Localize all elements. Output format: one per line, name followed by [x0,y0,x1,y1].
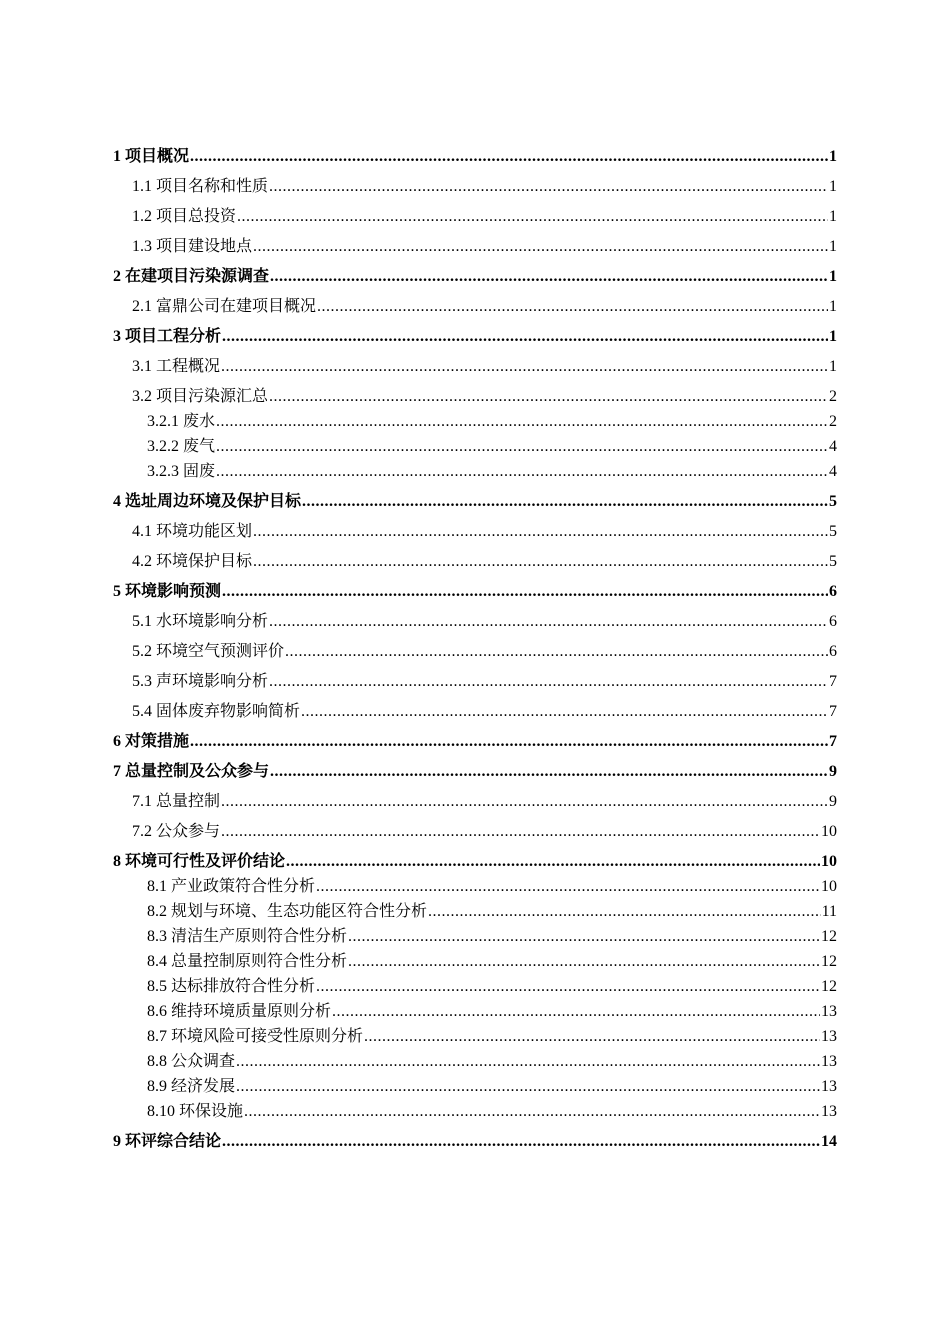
toc-entry-page-number: 13 [821,1078,837,1095]
toc-entry-page-number: 7 [829,733,837,750]
toc-dot-leader [221,822,820,842]
toc-entry-label: 8.7 环境风险可接受性原则分析 [147,1028,364,1045]
toc-dot-leader [222,327,828,347]
toc-entry-page-number: 13 [821,1003,837,1020]
toc-entry[interactable] [113,632,837,662]
toc-entry[interactable] [113,257,837,287]
toc-entry[interactable] [113,1072,837,1097]
toc-dot-leader [270,762,828,782]
toc-entry-label: 8.5 达标排放符合性分析 [147,978,316,995]
toc-entry-page-number: 7 [829,673,837,690]
toc-entry[interactable] [113,842,837,872]
toc-entry-label: 5 环境影响预测 [113,583,222,600]
toc-entry-label: 4 选址周边环境及保护目标 [113,493,302,510]
toc-entry-label: 3.2.2 废气 [147,438,216,455]
toc-entry-label: 2.1 富鼎公司在建项目概况 [132,298,317,315]
toc-dot-leader [216,462,828,482]
toc-dot-leader [269,387,828,407]
toc-entry-label: 1.2 项目总投资 [132,208,237,225]
toc-entry-page-number: 11 [821,903,837,920]
toc-dot-leader [222,582,828,602]
toc-entry[interactable] [113,897,837,922]
toc-dot-leader [216,437,828,457]
toc-entry-page-number: 7 [829,703,837,720]
toc-entry[interactable] [113,227,837,257]
toc-dot-leader [286,852,820,872]
toc-entry-page-number: 1 [829,358,837,375]
toc-entry-page-number: 2 [829,388,837,405]
toc-entry-label: 8.3 清洁生产原则符合性分析 [147,928,348,945]
toc-entry-page-number: 4 [829,463,837,480]
toc-entry[interactable] [113,137,837,167]
toc-entry[interactable] [113,457,837,482]
toc-entry[interactable] [113,947,837,972]
toc-dot-leader [216,412,828,432]
toc-entry-page-number: 12 [821,978,837,995]
toc-dot-leader [285,642,828,662]
toc-entry-label: 5.2 环境空气预测评价 [132,643,285,660]
toc-entry-label: 3.1 工程概况 [132,358,221,375]
table-of-contents [113,137,837,1152]
toc-entry-page-number: 12 [821,953,837,970]
toc-dot-leader [302,492,828,512]
toc-entry-page-number: 12 [821,928,837,945]
toc-entry[interactable] [113,1047,837,1072]
toc-dot-leader [269,177,828,197]
toc-entry-page-number: 13 [821,1103,837,1120]
toc-entry-label: 7 总量控制及公众参与 [113,763,270,780]
toc-entry-label: 3.2.3 固废 [147,463,216,480]
toc-entry-page-number: 2 [829,413,837,430]
toc-entry-label: 7.2 公众参与 [132,823,221,840]
toc-entry-label: 8.6 维持环境质量原则分析 [147,1003,332,1020]
toc-dot-leader [221,357,828,377]
toc-entry-page-number: 1 [829,238,837,255]
toc-entry-page-number: 4 [829,438,837,455]
toc-entry-label: 4.1 环境功能区划 [132,523,253,540]
toc-entry[interactable] [113,692,837,722]
toc-dot-leader [332,1002,820,1022]
toc-entry-page-number: 13 [821,1053,837,1070]
toc-entry-page-number: 1 [829,178,837,195]
toc-dot-leader [348,952,820,972]
toc-entry-page-number: 6 [829,613,837,630]
toc-entry[interactable] [113,572,837,602]
toc-dot-leader [221,792,828,812]
toc-dot-leader [269,612,828,632]
toc-dot-leader [236,1077,820,1097]
toc-entry-page-number: 14 [821,1133,837,1150]
toc-entry-label: 3.2 项目污染源汇总 [132,388,269,405]
toc-entry-page-number: 1 [829,328,837,345]
toc-entry-label: 5.3 声环境影响分析 [132,673,269,690]
toc-dot-leader [317,297,828,317]
toc-entry[interactable] [113,1122,837,1152]
toc-entry[interactable] [113,872,837,897]
toc-entry-label: 2 在建项目污染源调查 [113,268,270,285]
toc-entry[interactable] [113,317,837,347]
toc-entry-page-number: 10 [821,878,837,895]
toc-dot-leader [190,147,828,167]
toc-entry-label: 1.3 项目建设地点 [132,238,253,255]
toc-entry[interactable] [113,1097,837,1122]
toc-dot-leader [253,522,828,542]
toc-entry[interactable] [113,482,837,512]
toc-entry[interactable] [113,432,837,457]
toc-entry-page-number: 6 [829,643,837,660]
toc-entry-label: 9 环评综合结论 [113,1133,222,1150]
toc-dot-leader [428,902,821,922]
toc-entry-label: 1 项目概况 [113,148,190,165]
toc-entry[interactable] [113,407,837,432]
toc-entry-page-number: 5 [829,523,837,540]
toc-entry-label: 1.1 项目名称和性质 [132,178,269,195]
toc-entry-label: 8.9 经济发展 [147,1078,236,1095]
toc-entry[interactable] [113,602,837,632]
toc-entry[interactable] [113,752,837,782]
toc-entry-page-number: 9 [829,793,837,810]
toc-dot-leader [364,1027,820,1047]
toc-entry-page-number: 10 [821,853,837,870]
toc-entry[interactable] [113,542,837,572]
toc-dot-leader [190,732,828,752]
toc-entry[interactable] [113,347,837,377]
toc-dot-leader [316,877,820,897]
toc-entry-label: 3 项目工程分析 [113,328,222,345]
toc-entry[interactable] [113,972,837,997]
toc-entry-page-number: 6 [829,583,837,600]
toc-dot-leader [244,1102,820,1122]
toc-entry-label: 8.2 规划与环境、生态功能区符合性分析 [147,903,428,920]
toc-dot-leader [236,1052,820,1072]
toc-entry-label: 6 对策措施 [113,733,190,750]
toc-dot-leader [253,237,828,257]
toc-dot-leader [270,267,828,287]
toc-entry[interactable] [113,287,837,317]
toc-dot-leader [269,672,828,692]
toc-dot-leader [301,702,828,722]
toc-entry-page-number: 5 [829,493,837,510]
toc-entry-page-number: 1 [829,208,837,225]
toc-dot-leader [237,207,828,227]
toc-entry-page-number: 1 [829,268,837,285]
toc-entry-label: 8.8 公众调查 [147,1053,236,1070]
toc-entry[interactable] [113,1022,837,1047]
toc-entry[interactable] [113,167,837,197]
toc-entry-page-number: 13 [821,1028,837,1045]
toc-entry[interactable] [113,812,837,842]
toc-entry-page-number: 10 [821,823,837,840]
toc-entry-label: 8.4 总量控制原则符合性分析 [147,953,348,970]
toc-entry[interactable] [113,377,837,407]
toc-entry-label: 8.10 环保设施 [147,1103,244,1120]
toc-dot-leader [253,552,828,572]
toc-dot-leader [348,927,820,947]
toc-entry-label: 4.2 环境保护目标 [132,553,253,570]
toc-entry-page-number: 5 [829,553,837,570]
toc-entry-page-number: 1 [829,148,837,165]
toc-entry-label: 5.4 固体废弃物影响简析 [132,703,301,720]
toc-entry-label: 8 环境可行性及评价结论 [113,853,286,870]
toc-entry-label: 7.1 总量控制 [132,793,221,810]
toc-entry-page-number: 1 [829,298,837,315]
toc-entry[interactable] [113,997,837,1022]
toc-dot-leader [222,1132,820,1152]
toc-entry[interactable] [113,662,837,692]
toc-entry[interactable] [113,782,837,812]
toc-entry-label: 5.1 水环境影响分析 [132,613,269,630]
toc-entry-page-number: 9 [829,763,837,780]
toc-entry[interactable] [113,512,837,542]
toc-entry-label: 3.2.1 废水 [147,413,216,430]
toc-dot-leader [316,977,820,997]
toc-entry[interactable] [113,197,837,227]
toc-entry[interactable] [113,722,837,752]
toc-entry-label: 8.1 产业政策符合性分析 [147,878,316,895]
toc-entry[interactable] [113,922,837,947]
